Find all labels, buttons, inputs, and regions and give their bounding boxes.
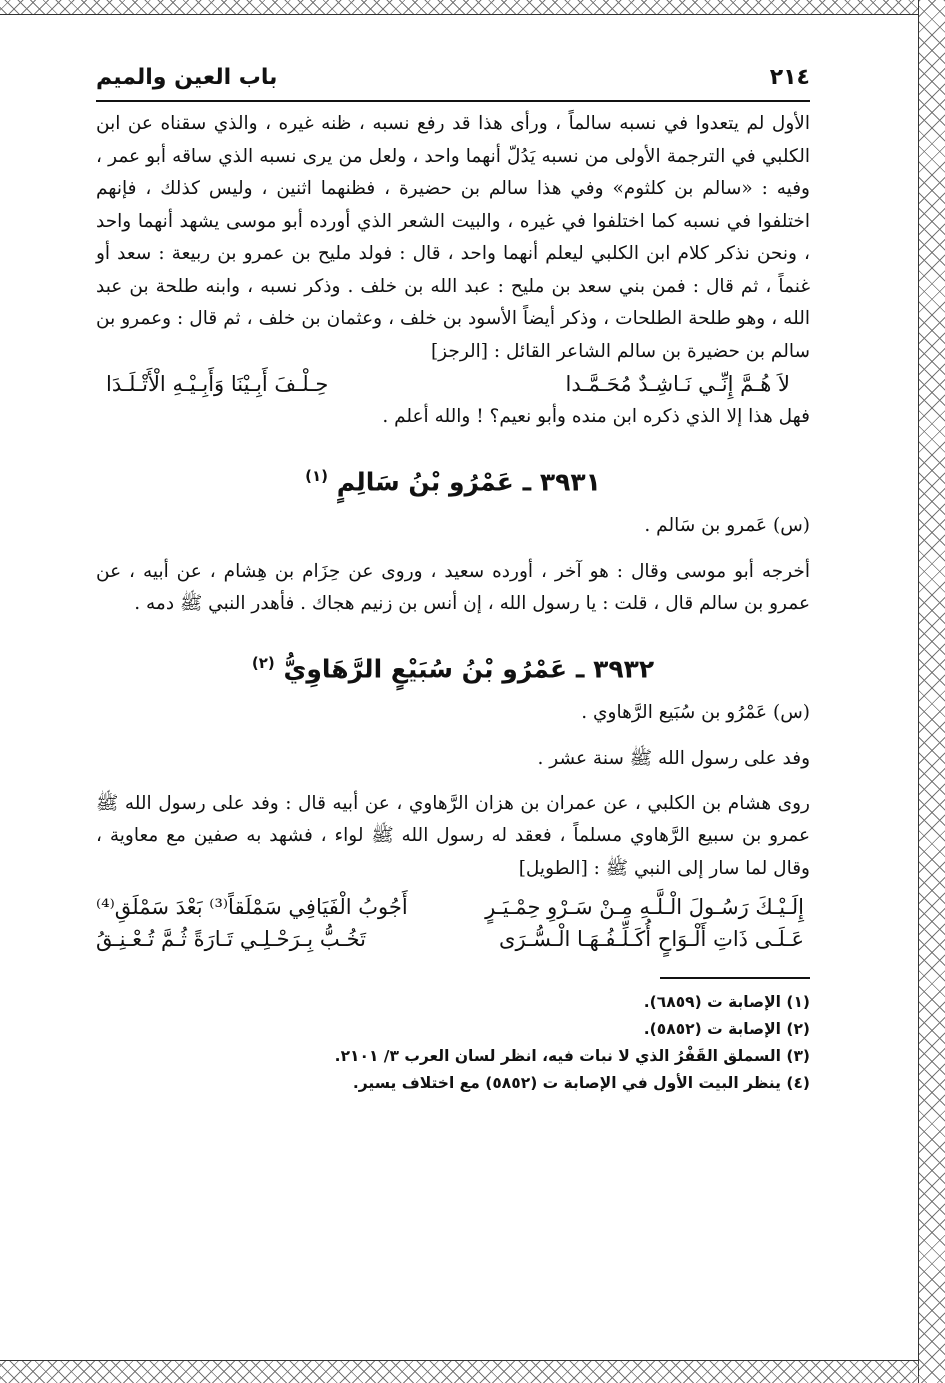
chapter-title: باب العين والميم [96, 65, 278, 90]
book-page [96, 62, 810, 1097]
entry-sigla: (س) عَمرو بن سَالم . [644, 514, 810, 536]
verse-couplet [96, 891, 810, 923]
verse-second-hemistich: أَجُوبُ الْفَيَافِي سَمْلَقاً⁽³⁾ بَعْدَ سَمْلَقِ⁽⁴⁾ [96, 895, 408, 920]
footnote-ref: (٢) [251, 653, 275, 672]
ornamental-border-bottom [0, 1360, 919, 1383]
verse-second-hemistich: حِـلْـفَ أَبِـيْنَا وَأَبِـيْـهِ الْأَتْـلَـدَا [106, 372, 329, 396]
intro-paragraph: الأول لم يتعدوا في نسبه سالماً ، ورأى هذا قد رفع نسبه ، ظنه غيره ، والذي سقناه عن ابن الكلبي في الترجمة الأولى من نسبه يَدُلّ أنهما واحد ، ولعل من يرى نسبه الذي ساقه أبو عمر ، وفيه : «سالم بن كلثوم» وفي هذا سالم بن حضيرة ، فظنهما اثنين ، وليس كذلك ، فإنهم اختلفوا في نسبه كما اختلفوا في غيره ، والبيت الشعر الذي أورده أبو موسى يشهد أنهما واحد ، ونحن نذكر كلام ابن الكلبي ليعلم أنهما واحد ، قال : فولد مليح بن عمرو بن ربيعة : سعد أو غنماً ، ثم قال : فمن بني سعد بن مليح : عبد الله بن خلف . وذكر نسبه ، وابنه طلحة بن عبد الله ، وهو طلحة الطلحات ، وذكر أيضاً الأسود بن خلف ، وعثمان بن خلف ، ثم قال : وعمرو بن سالم بن حضيرة بن سالم الشاعر القائل : [الرجز] [96, 113, 810, 362]
footnote: (٢) الإصابة ت (٥٨٥٢). [643, 1020, 810, 1039]
verse-second-hemistich: تَخُـبُّ بِـرَحْـلِـي تَـارَةً ثُـمَّ تُـعْـنِـقُ [96, 927, 366, 952]
verse-first-hemistich: لاَ هُـمَّ إِنِّـي نَـاشِـدٌ مُحَـمَّـدا [565, 372, 790, 396]
rajaz-verse [96, 368, 810, 401]
verse-couplet [96, 923, 810, 955]
entry-sigla: (س) عَمْرُو بن سُبَيع الرَّهاوي . [581, 702, 810, 724]
intro-closing: فهل هذا إلا الذي ذكره ابن منده وأبو نعيم؟ ! والله أعلم . [382, 406, 810, 427]
ornamental-border-right [918, 0, 945, 1383]
entry-paragraph: أخرجه أبو موسى وقال : هو آخر ، أورده سعيد ، وروى عن حِزَام بن هِشام ، عن أبيه ، عن عمرو بن سالم قال ، قلت : يا رسول الله ، إن أنس بن زنيم هجاك . فأهدر النبي ﷺ دمه . [96, 560, 810, 615]
footnote: (١) الإصابة ت (٦٨٥٩). [643, 993, 810, 1012]
entry-paragraph: وفد على رسول الله ﷺ سنة عشر . [537, 748, 810, 770]
footnote: (٣) السملق القَفْرُ الذي لا نبات فيه، انظر لسان العرب ٣/ ٢١٠١. [334, 1047, 810, 1066]
footnote-ref: (١) [305, 466, 328, 485]
verse-first-hemistich: إِلَـيْـكَ رَسُـولَ الْـلَّـهِ مِـنْ سَـرْوِ حِمْـيَـرٍ [485, 895, 804, 920]
entry-title-text: ٣٩٣٢ ـ عَمْرُو بْنُ سُبَيْعٍ الرَّهَاوِيُّ [283, 654, 655, 684]
footnote-rule [660, 977, 810, 979]
footnote: (٤) ينظر البيت الأول في الإصابة ت (٥٨٥٢) مع اختلاف يسير. [352, 1074, 810, 1093]
entry-title-3932 [96, 643, 810, 689]
page-number: ٢١٤ [769, 65, 810, 90]
entry-title-3931 [96, 456, 810, 502]
header-rule [96, 100, 810, 102]
running-head [96, 62, 810, 94]
tawil-verses [96, 891, 810, 955]
entry-paragraph: روى هشام بن الكلبي ، عن عمران بن هزان الرَّهاوي ، عن أبيه قال : وفد على رسول الله ﷺ عمرو بن سبيع الرَّهاوي مسلماً ، فعقد له رسول الله ﷺ لواء ، فشهد به صفين مع معاوية ، وقال لما سار إلى النبي ﷺ : [الطويل] [96, 792, 810, 879]
footnotes [96, 989, 810, 1097]
entry-title-text: ٣٩٣١ ـ عَمْرُو بْنُ سَالِمٍ [336, 466, 601, 496]
ornamental-border-top [0, 0, 919, 15]
verse-first-hemistich: عَـلَـى ذَاتِ أَلْـوَاحٍ أُكَـلِّـفُـهَـا الْـسُّـرَى [499, 927, 804, 952]
